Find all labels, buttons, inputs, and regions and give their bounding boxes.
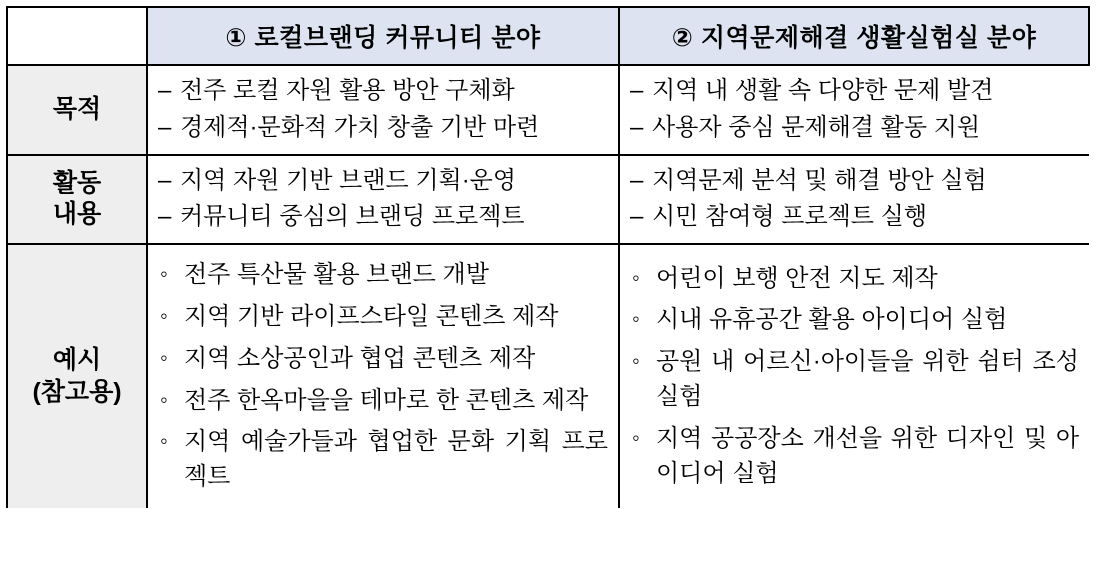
list-item: ◦ 전주 한옥마을을 테마로 한 콘텐츠 제작 <box>158 384 608 419</box>
cell-purpose-col1 <box>147 65 619 155</box>
column-header-2: ② 지역문제해결 생활실험실 분야 <box>619 7 1089 65</box>
dash-list <box>630 74 1079 146</box>
circle-list <box>630 262 1079 492</box>
table-body <box>7 65 1089 508</box>
list-item: – 지역 자원 기반 브랜드 기획·운영 <box>158 164 608 199</box>
row-label-activities <box>7 155 147 245</box>
row-label-line: 활동 <box>52 169 102 198</box>
table-row <box>7 65 1089 155</box>
table-row <box>7 244 1089 508</box>
list-item: ◦ 지역 공공장소 개선을 위한 디자인 및 아이디어 실험 <box>630 422 1079 492</box>
list-item: – 전주 로컬 자원 활용 방안 구체화 <box>158 74 608 109</box>
row-label-examples <box>7 244 147 508</box>
header-row <box>7 7 1089 65</box>
list-item: ◦ 공원 내 어르신·아이들을 위한 쉼터 조성 실험 <box>630 345 1079 415</box>
comparison-table <box>6 6 1090 508</box>
row-label-line: 내용 <box>52 200 102 229</box>
table-header <box>7 7 1089 65</box>
row-label-line: 목적 <box>52 95 102 124</box>
list-item: – 지역문제 분석 및 해결 방안 실험 <box>630 164 1079 199</box>
dash-list <box>158 74 608 146</box>
row-label-line: (참고용) <box>32 377 122 406</box>
list-item: – 경제적·문화적 가치 창출 기반 마련 <box>158 111 608 146</box>
table-row <box>7 155 1089 245</box>
list-item: ◦ 지역 예술가들과 협업한 문화 기획 프로젝트 <box>158 425 608 495</box>
list-item: – 사용자 중심 문제해결 활동 지원 <box>630 111 1079 146</box>
dash-list <box>158 164 608 236</box>
list-item: – 시민 참여형 프로젝트 실행 <box>630 200 1079 235</box>
cell-activities-col2 <box>619 155 1089 245</box>
cell-purpose-col2 <box>619 65 1089 155</box>
cell-examples-col1 <box>147 244 619 508</box>
cell-examples-col2 <box>619 244 1089 508</box>
corner-cell <box>7 7 147 65</box>
list-item: ◦ 지역 소상공인과 협업 콘텐츠 제작 <box>158 342 608 377</box>
cell-activities-col1 <box>147 155 619 245</box>
dash-list <box>630 164 1079 236</box>
list-item: ◦ 시내 유휴공간 활용 아이디어 실험 <box>630 303 1079 338</box>
circle-list <box>158 258 608 495</box>
list-item: – 지역 내 생활 속 다양한 문제 발견 <box>630 74 1079 109</box>
row-label-purpose <box>7 65 147 155</box>
row-label-line: 예시 <box>52 346 102 375</box>
list-item: ◦ 지역 기반 라이프스타일 콘텐츠 제작 <box>158 300 608 335</box>
list-item: ◦ 어린이 보행 안전 지도 제작 <box>630 262 1079 297</box>
document-page <box>0 6 1100 572</box>
column-header-1: ① 로컬브랜딩 커뮤니티 분야 <box>147 7 619 65</box>
list-item: – 커뮤니티 중심의 브랜딩 프로젝트 <box>158 200 608 235</box>
list-item: ◦ 전주 특산물 활용 브랜드 개발 <box>158 258 608 293</box>
